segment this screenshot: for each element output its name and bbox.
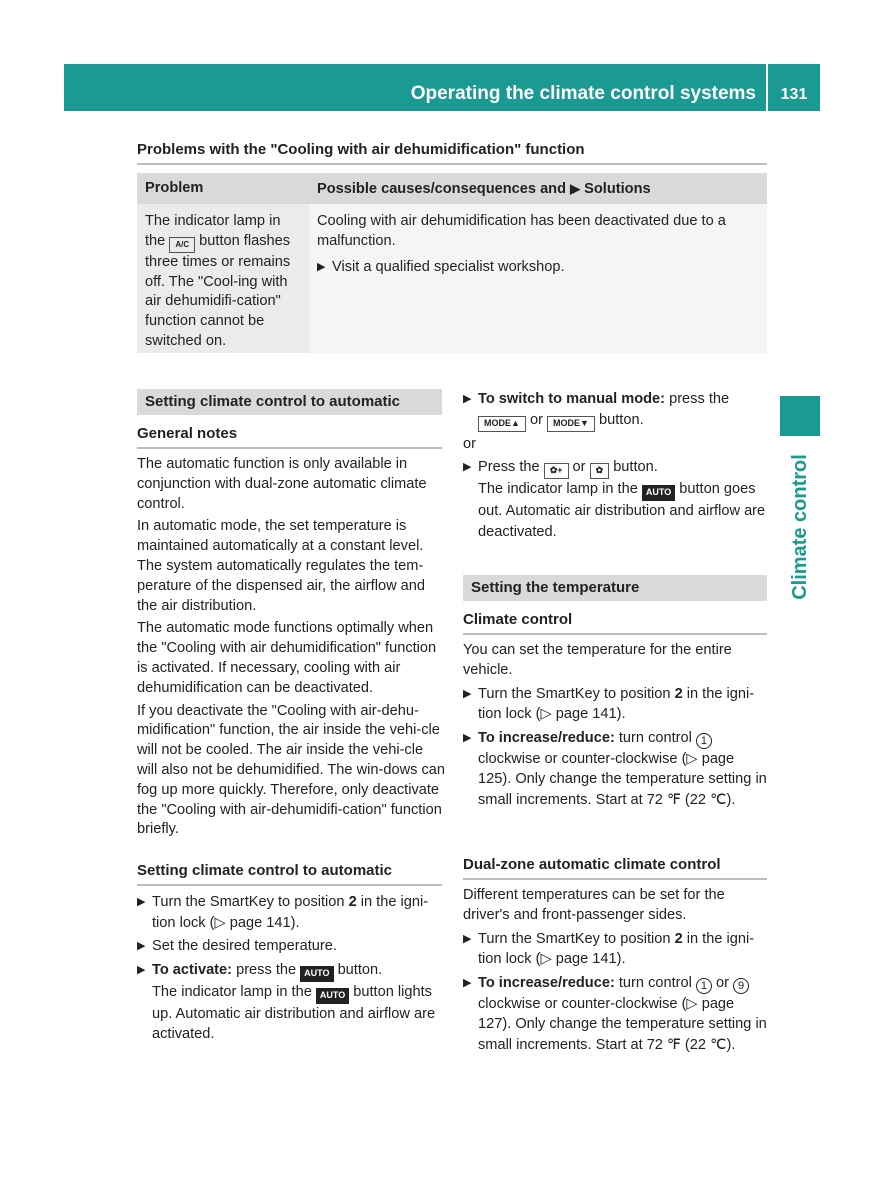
side-tab-label: Climate control (789, 454, 811, 600)
list-item (137, 936, 445, 957)
fan-up-button-icon: ✿+ (544, 463, 569, 479)
step-text: or (711, 974, 734, 991)
paragraph: The automatic function is only available in conjunction with dual-zone automatic climate control. (137, 456, 427, 512)
page-header (64, 64, 820, 111)
climate-control-title: Climate control (463, 610, 767, 635)
arrow-icon: ▶ (463, 393, 472, 405)
step-text: button lights up. Automatic air distribution and airflow are activated. (152, 983, 436, 1042)
step-text: in the igni-tion lock (▷ page 141). (478, 685, 755, 723)
automatic-steps (137, 892, 445, 1048)
step-bold: To increase/reduce: (478, 974, 615, 991)
step-text: button. (609, 459, 658, 476)
step-text: or (525, 411, 548, 428)
arrow-icon: ▶ (137, 963, 146, 976)
or-text: or (463, 435, 476, 452)
step-text: Turn the SmartKey to position (478, 930, 675, 947)
problem-text: The indicator lamp in the (145, 213, 281, 249)
auto-button-icon: AUTO (642, 485, 675, 501)
header-title: Operating the climate control systems (410, 83, 756, 104)
list-item (137, 960, 445, 1045)
step-text: in the igni-tion lock (▷ page 141). (152, 894, 429, 931)
paragraph: If you deactivate the "Cooling with air-dehu-midification" function, the air inside the vehi-cle will not be cooled. The air inside the vehi-cle will also not be dehumidified. The win-dows can fog up more quickly. Therefore, only deactivate the "Cooling with air-dehumidifi-cation" function briefly. (137, 702, 445, 838)
section-band-temperature: Setting the temperature (463, 575, 767, 601)
arrow-icon: ▶ (463, 687, 472, 700)
step-text: button. (333, 961, 383, 978)
step-text: Set the desired temperature. (152, 938, 337, 954)
paragraph: In automatic mode, the set temperature is maintained automatically at a constant level. The system automatically regulates the tem-perature of the dispensed air, the airflow and the air distribution. (137, 518, 426, 614)
arrow-icon: ▶ (137, 896, 146, 908)
step-text: The indicator lamp in the (478, 481, 642, 498)
step-text: button goes out. Automatic air distribution and airflow are deactivated. (478, 481, 766, 540)
list-item (463, 457, 770, 542)
mode-down-button-icon: MODE▼ (547, 416, 595, 432)
table-row (137, 204, 767, 353)
step-bold: 2 (348, 894, 357, 910)
list-item (463, 973, 770, 1056)
header-solutions-text: Solutions (580, 181, 651, 197)
list-item (463, 684, 770, 725)
arrow-icon: ▶ (463, 976, 472, 989)
control-9-icon: 9 (733, 978, 749, 994)
step-text: clockwise or counter-clockwise (▷ page 127). Only change the temperature setting in small increments. Start at 72 ℉ (22 ℃). (478, 995, 767, 1053)
arrow-icon: ▶ (137, 940, 146, 952)
dual-zone-title: Dual-zone automatic climate control (463, 855, 767, 880)
step-text: Turn the SmartKey to position (152, 894, 349, 910)
fan-down-button-icon: ✿ (590, 463, 610, 479)
general-notes-title: General notes (137, 424, 442, 449)
automatic-subtitle: Setting climate control to automatic (137, 861, 442, 886)
step-text: The indicator lamp in the (152, 983, 316, 1000)
step-text: press the (665, 391, 730, 407)
problem-text-cont: button flashes three times or remains off. The "Cool-ing with air dehumidifi-cation" function cannot be switched on. (145, 232, 291, 349)
solution-item (317, 257, 759, 278)
step-text: turn control (614, 974, 696, 991)
step-text: Press the (478, 459, 544, 476)
paragraph: The automatic mode functions optimally when the "Cooling with air dehumidification" function is activated. If necessary, cooling with air dehumidification can be deactivated. (137, 620, 437, 696)
arrow-icon: ▶ (463, 932, 472, 945)
step-text: Turn the SmartKey to position (478, 685, 675, 702)
step-text: clockwise or counter-clockwise (▷ page 125). Only change the temperature setting in small increments. Start at 72 ℉ (22 ℃). (478, 750, 767, 808)
step-bold: To activate: (152, 961, 233, 978)
arrow-icon: ▶ (317, 260, 326, 273)
arrow-icon: ▶ (570, 181, 581, 196)
problems-table (137, 173, 767, 353)
side-tab (770, 444, 830, 610)
side-tab-marker (780, 396, 820, 436)
list-item (137, 892, 445, 933)
table-header-problem: Problem (145, 180, 204, 196)
table-header-row (137, 173, 767, 204)
step-text: turn control (614, 729, 696, 746)
step-text: or (568, 459, 590, 476)
step-bold: To switch to manual mode: (478, 391, 666, 407)
page-number: 131 (780, 86, 808, 103)
list-item (463, 929, 770, 970)
cause-text: Cooling with air dehumidification has been deactivated due to a malfunction. (317, 213, 726, 249)
ac-button-icon: A/C (169, 237, 195, 253)
step-bold: To increase/reduce: (478, 729, 615, 746)
general-notes-body (137, 455, 445, 843)
step-bold: 2 (674, 930, 683, 947)
step-bold: 2 (674, 685, 683, 702)
step-text: press the (232, 961, 301, 978)
paragraph: Different temperatures can be set for the driver's and front-passenger sides. (463, 887, 725, 923)
manual-mode-steps (463, 389, 770, 545)
table-header-causes (309, 173, 651, 204)
causes-cell (309, 204, 767, 353)
dual-zone-body (463, 886, 770, 1058)
list-item (463, 728, 770, 811)
arrow-icon: ▶ (463, 461, 472, 474)
problems-title: Problems with the "Cooling with air dehumidification" function (137, 140, 767, 165)
auto-button-icon: AUTO (316, 988, 349, 1004)
header-causes-text: Possible causes/consequences and (317, 181, 571, 197)
paragraph: You can set the temperature for the entire vehicle. (463, 642, 732, 678)
problem-cell (137, 204, 309, 353)
climate-control-body (463, 641, 770, 813)
auto-button-icon: AUTO (300, 966, 333, 982)
section-band-automatic: Setting climate control to automatic (137, 389, 442, 415)
arrow-icon: ▶ (463, 731, 472, 744)
step-text: in the igni-tion lock (▷ page 141). (478, 930, 755, 968)
solution-text: Visit a qualified specialist workshop. (332, 258, 565, 275)
mode-up-button-icon: MODE▲ (478, 416, 526, 432)
list-item (463, 389, 770, 432)
step-text: button. (594, 411, 644, 428)
control-1-icon: 1 (696, 978, 712, 994)
control-1-icon: 1 (696, 733, 712, 749)
